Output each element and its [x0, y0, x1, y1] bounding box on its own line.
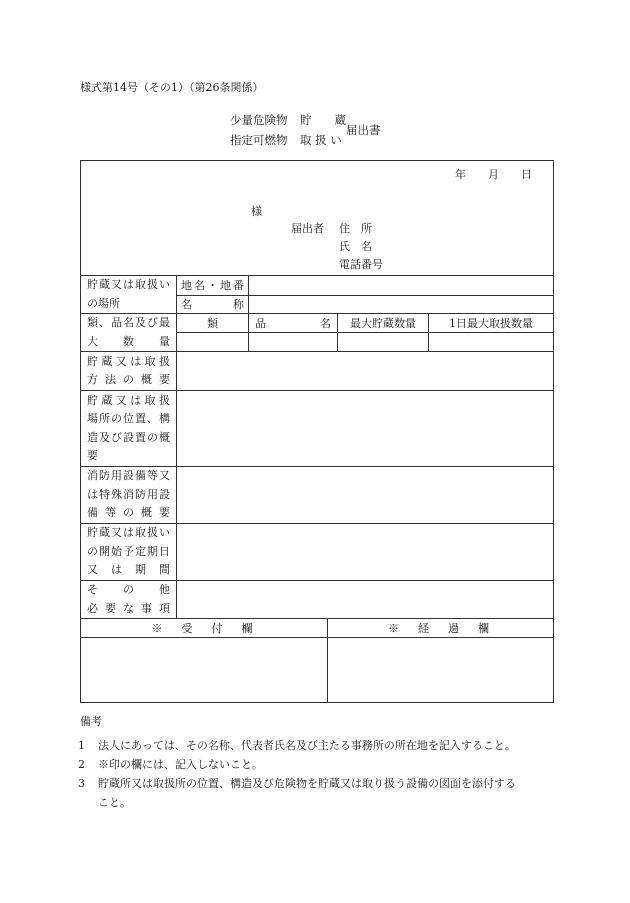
note-text: 貯蔵所又は取扱所の位置、構造及び危険物を貯蔵又は取り扱う設備の図面を添付する [98, 777, 516, 790]
schedule-row [81, 524, 554, 581]
type-field[interactable] [177, 333, 249, 352]
note-text: ※印の欄には、記入しないこと。 [98, 758, 263, 771]
note-text-continuation: こと。 [98, 796, 131, 809]
phone-label: 電話番号 [339, 258, 383, 271]
types-label-line: 大 数 量 [87, 334, 170, 348]
facility-field[interactable] [177, 391, 554, 467]
notification-form-table [80, 160, 554, 703]
daily-max-field[interactable] [429, 333, 554, 352]
fire-equipment-row [81, 467, 554, 524]
types-label-line: 類、品名及び最 [87, 316, 170, 329]
notes-title: 備考 [80, 715, 102, 728]
reception-field [81, 638, 328, 703]
max-storage-field[interactable] [338, 333, 429, 352]
other-label: そ の 他 必 要 な 事 項 [81, 581, 177, 619]
col-type-header: 類 [177, 314, 249, 333]
progress-field [328, 638, 554, 703]
notifier-label: 届出者 [291, 222, 324, 235]
note-number: 3 [78, 777, 85, 790]
note-item [68, 736, 560, 755]
fire-equipment-field[interactable] [177, 467, 554, 524]
types-label [81, 314, 177, 352]
schedule-label: 貯蔵又は取扱い の開始予定期日 又 は 期 間 [81, 524, 177, 581]
addressee-suffix: 様 [251, 205, 262, 218]
schedule-field[interactable] [177, 524, 554, 581]
fire-equipment-label: 消防用設備等又 は特殊消防用設 備 等 の 概 要 [81, 467, 177, 524]
location-row-1 [81, 276, 554, 296]
date-field[interactable]: 年 月 日 [455, 168, 532, 181]
reception-header: ※ 受 付 欄 [81, 619, 328, 638]
method-row [81, 352, 554, 391]
facility-label: 貯蔵又は取扱 場所の位置、構 造及び設置の概 要 [81, 391, 177, 467]
location-label [81, 276, 177, 314]
method-label: 貯蔵又は取扱 方 法 の 概 要 [81, 352, 177, 391]
note-item [68, 774, 560, 812]
form-number: 様式第14号（その1）（第26条関係） [80, 81, 264, 94]
location-label-line: の場所 [87, 296, 120, 310]
title-notification: 届出書 [346, 123, 381, 137]
location-address-label: 地名・地番 [177, 276, 249, 296]
location-address-field[interactable] [249, 276, 554, 296]
item-field[interactable] [249, 333, 338, 352]
title-small-quantity-hazardous: 少量危険物 [230, 113, 288, 127]
col-item-header: 品 名 [249, 314, 338, 333]
location-name-label: 名 称 [177, 296, 249, 314]
note-number: 1 [78, 739, 85, 752]
title-handling: 取 扱 い [300, 133, 342, 147]
address-label: 住 所 [339, 222, 372, 235]
progress-header: ※ 経 過 欄 [328, 619, 554, 638]
title-storage: 貯 蔵 [300, 113, 346, 127]
location-label-line: 貯蔵又は取扱い [87, 278, 170, 291]
col-daily-max-header: 1日最大取扱数量 [429, 314, 554, 333]
location-name-field[interactable] [249, 296, 554, 314]
form-header-row [81, 161, 554, 276]
other-row [81, 581, 554, 619]
note-text: 法人にあっては、その名称、代表者氏名及び主たる事務所の所在地を記入すること。 [98, 739, 516, 752]
facility-row [81, 391, 554, 467]
note-number: 2 [78, 758, 85, 771]
name-label: 氏 名 [339, 240, 372, 253]
header-cell[interactable] [81, 161, 554, 276]
footer-body-row [81, 638, 554, 703]
col-max-storage-header: 最大貯蔵数量 [338, 314, 429, 333]
other-field[interactable] [177, 581, 554, 619]
note-item [68, 755, 560, 774]
method-field[interactable] [177, 352, 554, 391]
footer-header-row [81, 619, 554, 638]
notes-section [80, 713, 560, 812]
title-designated-combustible: 指定可燃物 [230, 133, 288, 147]
types-header-row [81, 314, 554, 333]
